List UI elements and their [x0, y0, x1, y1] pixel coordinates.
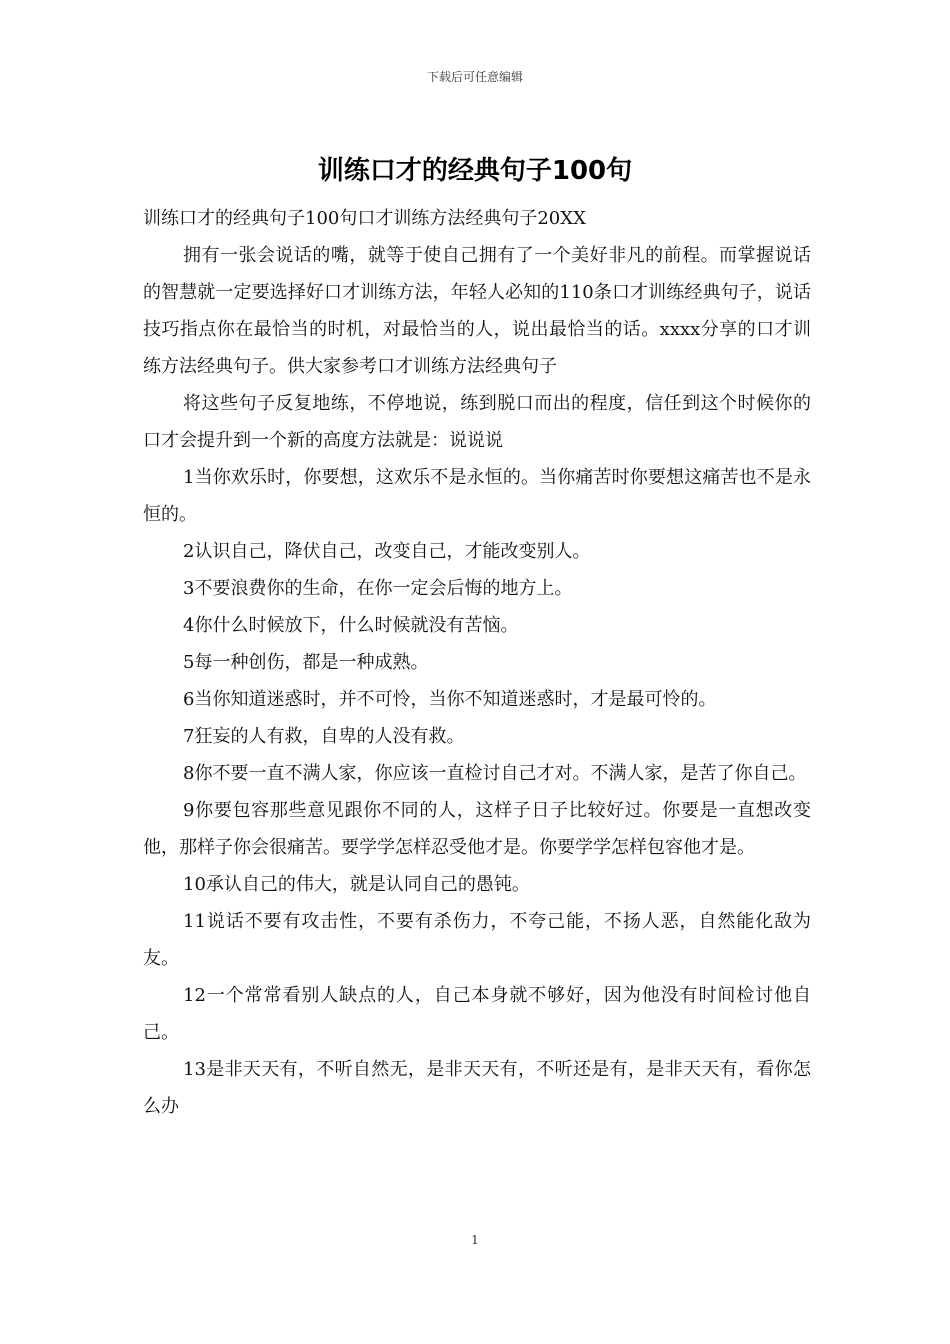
sentence-item-13: 13是非天天有，不听自然无，是非天天有，不听还是有，是非天天有，看你怎么办: [143, 1059, 811, 1117]
sentence-item-9: 9你要包容那些意见跟你不同的人，这样子日子比较好过。你要是一直想改变他，那样子你会很痛苦。要学学怎样忍受他才是。你要学学怎样包容他才是。: [143, 800, 811, 858]
sentence-item-4: 4你什么时候放下，什么时候就没有苦恼。: [183, 615, 519, 636]
sentence-item-3: 3不要浪费你的生命，在你一定会后悔的地方上。: [183, 578, 573, 599]
sentence-item-7: 7狂妄的人有救，自卑的人没有救。: [183, 726, 465, 747]
paragraph-intro: 拥有一张会说话的嘴，就等于使自己拥有了一个美好非凡的前程。而掌握说话的智慧就一定要选择好口才训练方法，年轻人必知的110条口才训练经典句子，说话技巧指点你在最恰当的时机，对最恰当的人，说出最恰当的话。xxxx分享的口才训练方法经典句子。供大家参考口才训练方法经典句子: [143, 245, 811, 377]
page-number: 1: [471, 1233, 479, 1247]
sentence-item-1: 1当你欢乐时，你要想，这欢乐不是永恒的。当你痛苦时你要想这痛苦也不是永恒的。: [143, 467, 811, 525]
sentence-item-8: 8你不要一直不满人家，你应该一直检讨自己才对。不满人家，是苦了你自己。: [183, 763, 807, 784]
subtitle-line: 训练口才的经典句子100句口才训练方法经典句子20XX: [143, 208, 586, 229]
sentence-item-11: 11说话不要有攻击性，不要有杀伤力，不夸己能，不扬人恶，自然能化敌为友。: [143, 911, 811, 969]
sentence-item-12: 12一个常常看别人缺点的人，自己本身就不够好，因为他没有时间检讨他自己。: [143, 985, 811, 1043]
paragraph-method: 将这些句子反复地练，不停地说，练到脱口而出的程度，信任到这个时候你的口才会提升到一个新的高度方法就是：说说说: [143, 393, 811, 451]
header-note: 下载后可任意编辑: [426, 70, 523, 84]
document-body: [143, 200, 811, 1125]
sentence-item-2: 2认识自己，降伏自己，改变自己，才能改变别人。: [183, 541, 591, 562]
document-title: 训练口才的经典句子100句: [317, 156, 633, 186]
sentence-item-6: 6当你知道迷惑时，并不可怜，当你不知道迷惑时，才是最可怜的。: [183, 689, 717, 710]
sentence-item-5: 5每一种创伤，都是一种成熟。: [183, 652, 429, 673]
sentence-item-10: 10承认自己的伟大，就是认同自己的愚钝。: [183, 874, 530, 895]
